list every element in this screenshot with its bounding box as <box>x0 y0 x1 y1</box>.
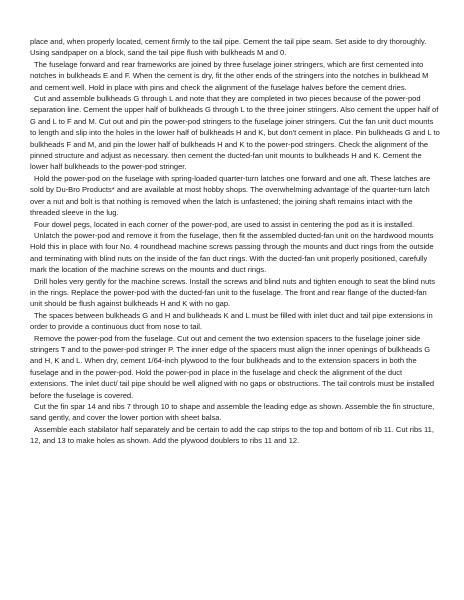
paragraph-joiner-stringers: The fuselage forward and rear frameworks are joined by three fuselage joiner stringers, which are first cemented into notches in bulkheads E and F. When the cement is dry, fit the other ends of the stringers into the notches in bulkhead M and cement well. Hold in place with pins and check the alignment of the fuselage halves before the cement dries. <box>30 59 429 92</box>
paragraph-quarter-turn-latches: Hold the power-pod on the fuselage with spring-loaded quarter-turn latches one forward and one aft. These latches are sold by Du-Bro Products* and are available at most hobby shops. The overwhelming advantage of the quarter-turn latch over a nut and bolt is that nothing is removed when the latch is unfastened; the joining shaft remains intact with the threaded sleeve in the lug. <box>30 173 431 218</box>
paragraph-ducted-fan-mounting: Unlatch the power-pod and remove it from the fuselage, then fit the assembled ducted-fan unit on the hardwood mounts Hold this in place with four No. 4 roundhead machine screws passing through the mounts and duct rings from the outside and terminating with blind nuts on the inside of the fan duct rings. With the ducted-fan unit properly positioned, carefully mark the location of the machine screws on the mounts and duct rings. <box>30 230 434 275</box>
paragraph-stabilator: Assemble each stabilator half separately and be certain to add the cap strips to the top and bottom of rib 11. Cut ribs 11, 12, and 13 to make holes as shown. Add the plywood doublers to ribs 11 and 12. <box>30 424 434 446</box>
document-page <box>30 36 440 447</box>
paragraph-dowel-pegs: Four dowel pegs, located in each corner of the power-pod, are used to assist in centering the pod as it is installed. <box>34 219 415 229</box>
paragraph-extension-spacers: Remove the power-pod from the fuselage. Cut out and cement the two extension spacers to the fuselage joiner side stringers T and to the power-pod stringer P. The inner edge of the spacers must align the inner openings of bulkheads G and H, K and L. When dry, cement 1/64-inch plywood to the four bulkheads and to the extension spacers in both the fuselage and in the power-pod. Hold the power-pod in place in the fuselage and check the alignment of the duct extensions. The inlet duct/ tail pipe should be well aligned with no gaps or obstructions. The tail controls must be installed before the fuselage is covered. <box>30 333 435 400</box>
paragraph-fin-structure: Cut the fin spar 14 and ribs 7 through 10 to shape and assemble the leading edge as shown. Assemble the fin structure, sand gently, and cover the lower portion with sheet balsa. <box>30 402 435 423</box>
paragraph-duct-extensions: The spaces between bulkheads G and H and bulkheads K and L must be filled with inlet duct and tail pipe extensions in order to provide a continuous duct from nose to tail. <box>30 310 433 332</box>
paragraph-bulkheads-g-l: Cut and assemble bulkheads G through L and note that they are completed in two pieces because of the power-pod separation line. Cement the upper half of bulkheads G through L to the three joiner stringers. Also cement the upper half of G and L to F and M. Cut out and pin the power-pod stringers to the fuselage joiner stringers. Cut the fan unit duct mounts to length and slip into the holes in the lower half of bulkheads H and K, but don't cement in place. Pin bulkheads G and L to bulkheads F and M, and pin the lower half of bulkheads H and K to the power-pod stringers. Check the alignment of the pinned structure and adjust as necessary. then cement the ducted-fan unit mounts to bulkheads H and K. Cement the lower half bulkheads to the power-pod stringer. <box>30 94 440 172</box>
paragraph-tail-pipe: place and, when properly located, cement firmly to the tail pipe. Cement the tail pipe seam. Set aside to dry thoroughly. Using sandpaper on a block, sand the tail pipe flush with bulkheads M and 0. <box>30 37 427 58</box>
paragraph-drill-holes: Drill holes very gently for the machine screws. Install the screws and blind nuts and tighten enough to seat the blind nuts in the rings. Replace the power-pod with the ducted-fan unit to the fuselage. The front and rear flange of the ducted-fan unit should be flush against bulkheads H and K with no gap. <box>30 276 436 309</box>
